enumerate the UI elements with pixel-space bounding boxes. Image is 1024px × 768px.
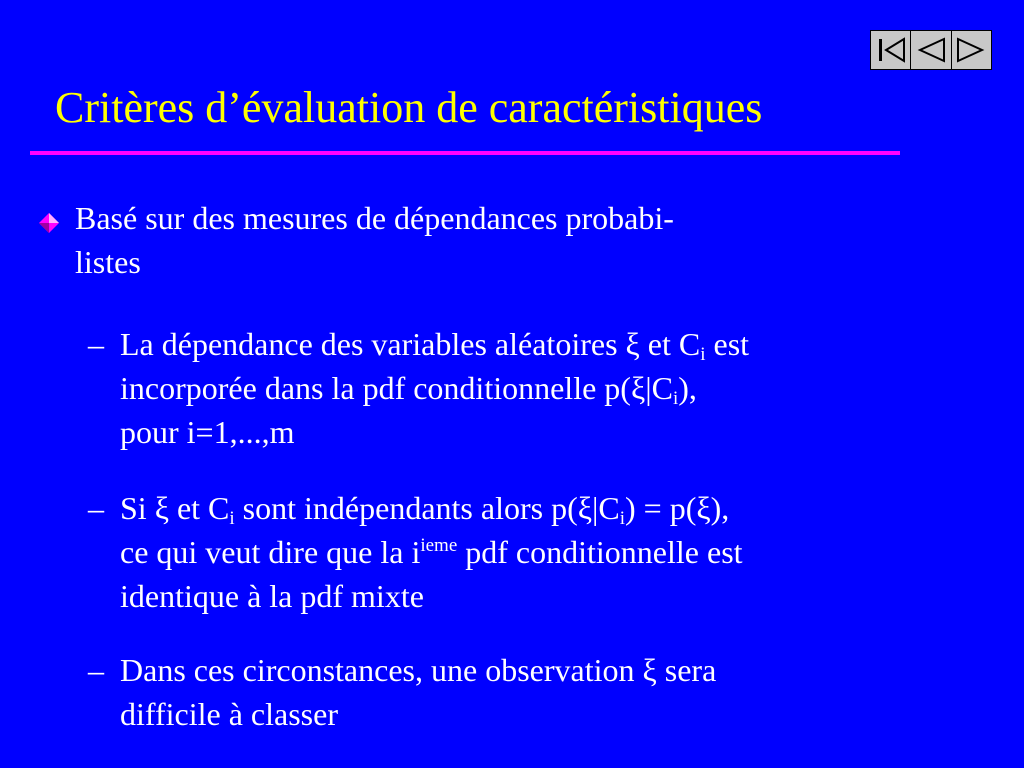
first-slide-button[interactable] [871,31,911,69]
dash-marker: – [88,326,104,362]
text-run: sont indépendants alors p(ξ|C [234,490,620,526]
sub-bullet-2-line-2 [120,530,990,574]
dash-marker: – [88,490,104,526]
slide-navigation [870,30,992,70]
bullet-1-line-2: listes [75,244,141,280]
first-slide-icon [874,35,908,65]
bullet-1-line-1: Basé sur des mesures de dépendances probabi- [75,200,674,236]
text-run: est [705,326,750,362]
diamond-bullet-icon [38,212,60,234]
title-underline [30,151,900,155]
sub-bullet-2 [88,486,990,618]
sub-bullet-3-line-2: difficile à classer [120,696,338,732]
subscript: i [229,508,235,529]
text-run: Si ξ et C [120,490,230,526]
subscript: i [700,344,706,365]
sub-bullet-2-line-3: identique à la pdf mixte [120,578,424,614]
subscript: i [619,508,626,529]
bullet-item-1 [75,196,955,284]
text-run: ), [678,370,697,406]
sub-bullet-2-line-1 [120,486,990,530]
superscript: ieme [420,535,458,556]
sub-bullet-1-line-1 [120,322,990,366]
dash-marker: – [88,652,104,688]
sub-bullet-1-line-3: pour i=1,...,m [120,414,295,450]
text-run: ) = p(ξ), [625,490,730,526]
next-slide-button[interactable] [952,31,991,69]
slide-title: Critères d’évaluation de caractéristiques [55,83,763,132]
sub-bullet-3-line-1: Dans ces circonstances, une observation ξ sera [120,652,717,688]
previous-slide-button[interactable] [911,31,951,69]
subscript: i [672,388,679,409]
text-run: ce qui veut dire que la i [120,534,421,570]
text-run: incorporée dans la pdf conditionnelle p(ξ|C [120,370,673,406]
text-run: La dépendance des variables aléatoires ξ et C [120,326,701,362]
sub-bullet-1 [88,322,990,454]
previous-slide-icon [914,35,948,65]
sub-bullet-1-line-2 [120,366,990,410]
sub-bullet-3 [88,648,990,736]
next-slide-icon [954,35,988,65]
text-run: pdf conditionnelle est [457,534,743,570]
